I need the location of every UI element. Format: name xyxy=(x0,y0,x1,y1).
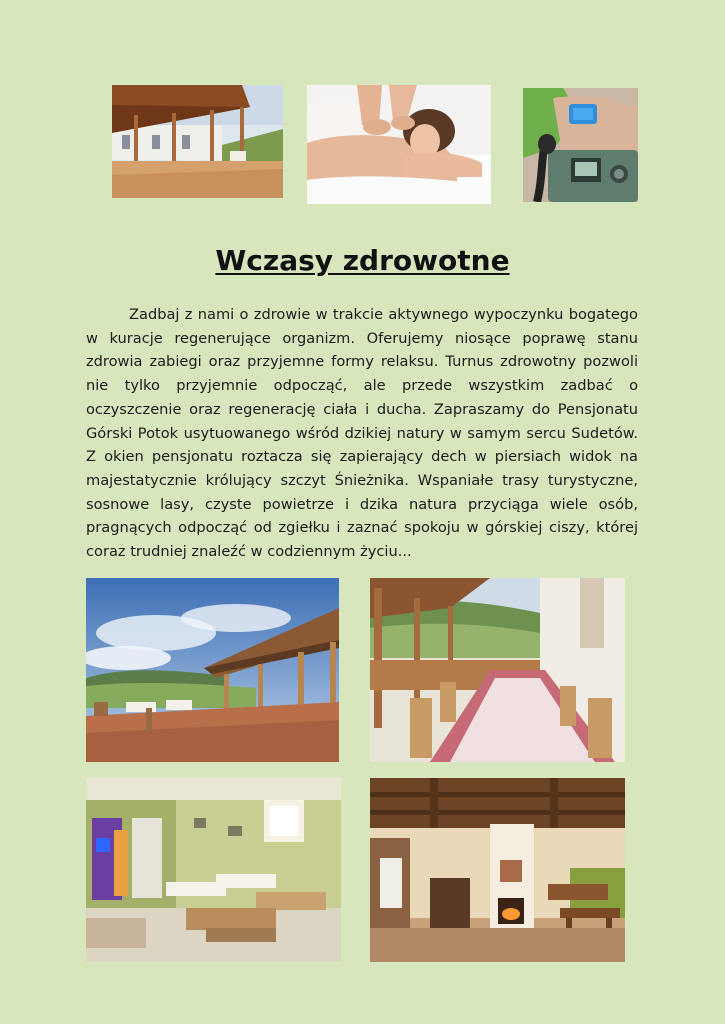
veranda-photo xyxy=(112,85,283,198)
dining-terrace-photo xyxy=(370,578,625,762)
spa-room-photo xyxy=(86,778,341,962)
body-paragraph: Zadbaj z nami o zdrowie w trakcie aktywnego wypoczynku bogatego w kuracje regenerujące organizm. Oferujemy niosące poprawę stanu zdrowia zabiegi oraz przyjemne formy relaksu. Turnus zdrowotny pozwoli nie tylko przyjemnie odpocząć, ale przede wszystkim zadbać o oczyszczenie oraz regenerację ciała i ducha. Zapraszamy do Pensjonatu Górski Potok usytuowanego wśród dzikiej natury w samym sercu Sudetów. Z okien pensjonatu roztacza się zapierający dech w piersiach widok na majestatycznie królujący szczyt Śnieżnika. Wspaniałe trasy turystyczne, sosnowe lasy, czyste powietrze i dzika natura przyciąga wiele osób, pragnących odpocząć od zgiełku i zaznać spokoju w górskiej ciszy, której coraz trudniej znaleźć w codziennym życiu... xyxy=(86,306,638,561)
therapy-device-photo xyxy=(523,88,638,202)
terrace-photo xyxy=(86,578,339,762)
restaurant-photo xyxy=(370,778,625,962)
massage-photo xyxy=(307,85,491,204)
page-title: Wczasy zdrowotne xyxy=(215,244,510,277)
